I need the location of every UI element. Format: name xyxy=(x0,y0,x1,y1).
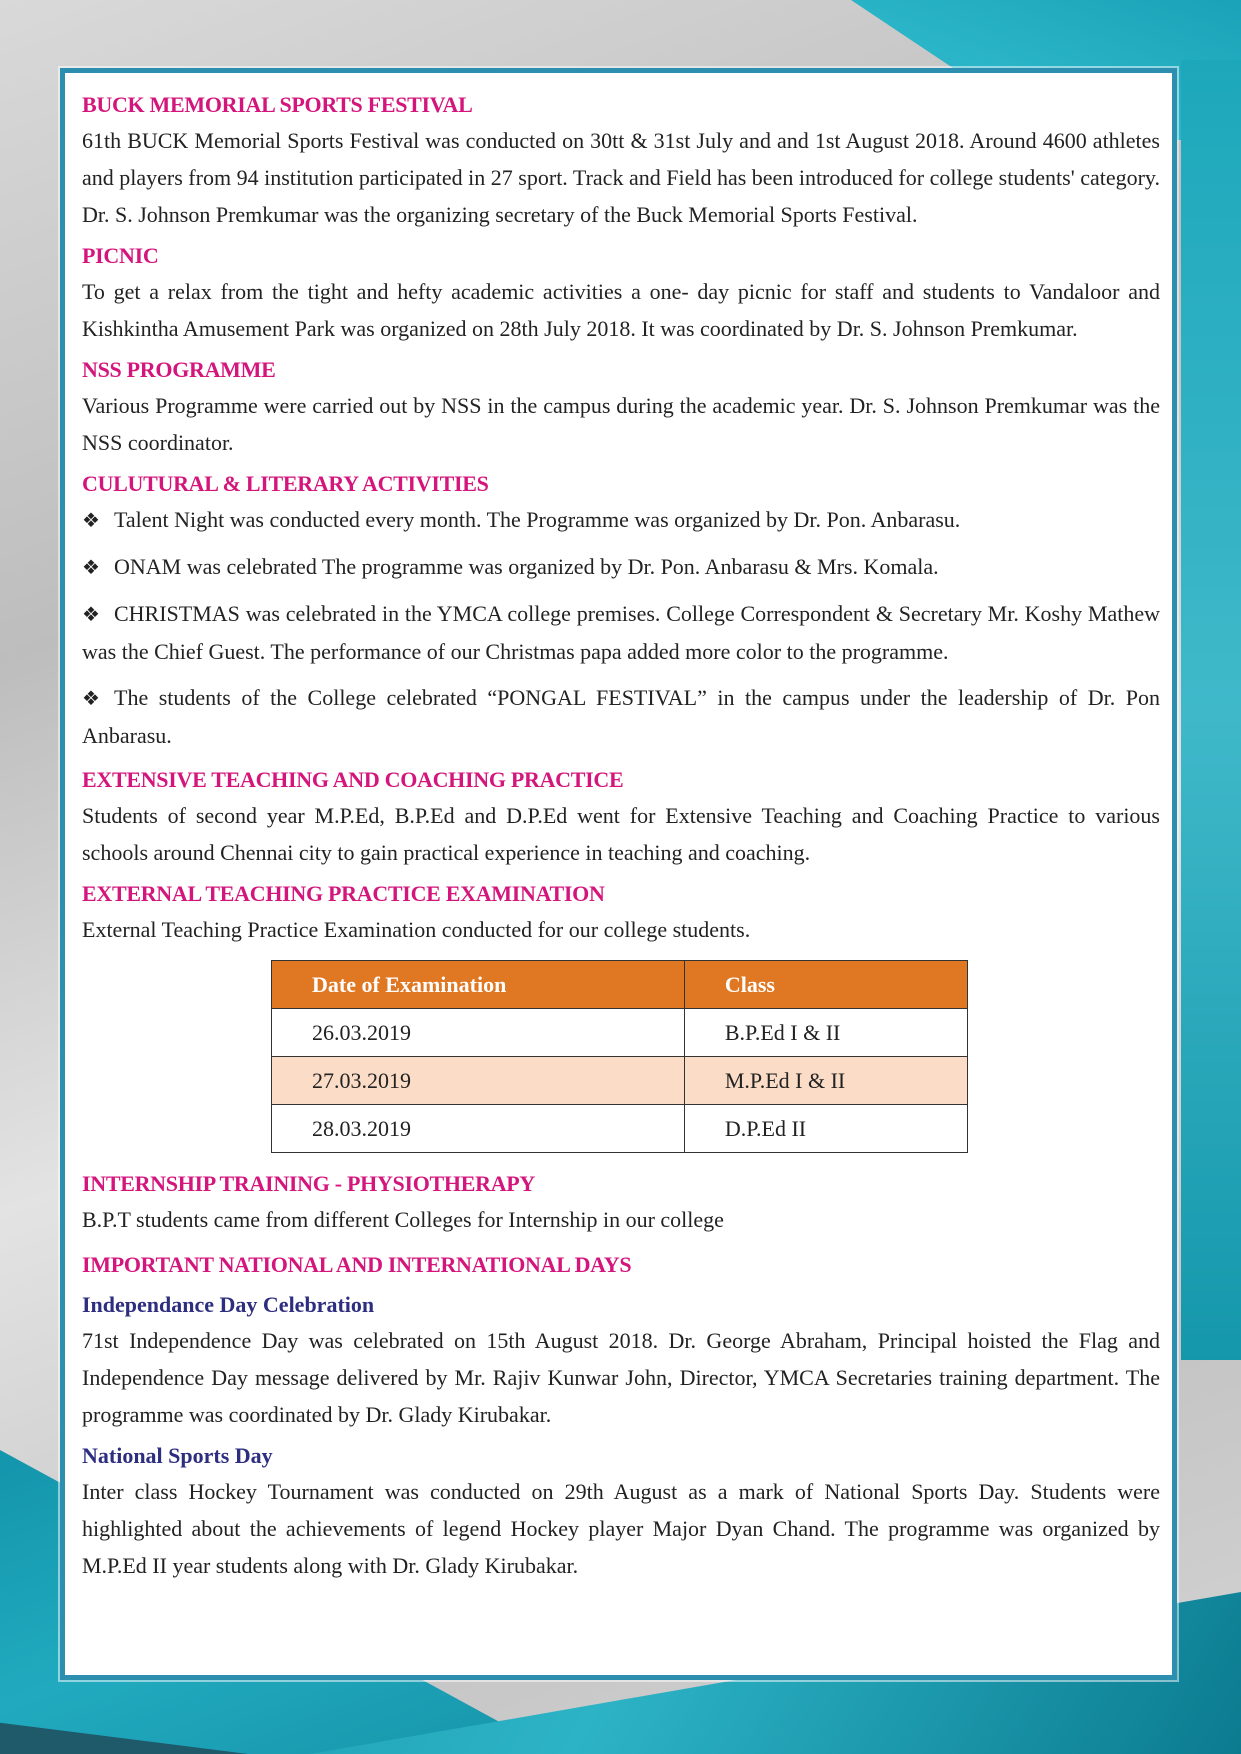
subheading-national-sports-day: National Sports Day xyxy=(82,1443,273,1468)
bullet-item xyxy=(82,679,1160,754)
paragraph-national-sports-day: Inter class Hockey Tournament was conducted on 29th August as a mark of National Sports Day. Students were highlighted about the achievements of legend Hockey player Major Dyan Chand. The programme was organized by M.P.Ed II year students along with Dr. Glady Kirubakar. xyxy=(82,1479,1160,1578)
bullet-item xyxy=(82,595,1160,670)
cell-date: 28.03.2019 xyxy=(272,1105,685,1153)
exam-table xyxy=(271,960,968,1153)
bullet-text: Talent Night was conducted every month. The Programme was organized by Dr. Pon. Anbarasu. xyxy=(114,507,961,532)
bullet-text: The students of the College celebrated “PONGAL FESTIVAL” in the campus under the leadership of Dr. Pon Anbarasu. xyxy=(82,685,1160,748)
heading-picnic: PICNIC xyxy=(82,243,159,268)
bullet-item xyxy=(82,501,1160,539)
diamond-bullet-icon: ❖ xyxy=(82,508,100,532)
diamond-bullet-icon: ❖ xyxy=(82,555,100,579)
paragraph-independence-day: 71st Independence Day was celebrated on 15th August 2018. Dr. George Abraham, Principal hoisted the Flag and Independence Day message delivered by Mr. Rajiv Kunwar John, Director, YMCA Secretaries training department. The programme was coordinated by Dr. Glady Kirubakar. xyxy=(82,1328,1160,1427)
heading-cultural: CULUTURAL & LITERARY ACTIVITIES xyxy=(82,471,489,496)
heading-buck-memorial: BUCK MEMORIAL SPORTS FESTIVAL xyxy=(82,92,473,117)
table-row xyxy=(272,1105,968,1153)
document-body xyxy=(82,88,1160,1584)
cell-class: D.P.Ed II xyxy=(684,1105,967,1153)
subheading-independence-day: Independance Day Celebration xyxy=(82,1292,375,1317)
heading-important-days: IMPORTANT NATIONAL AND INTERNATIONAL DAYS xyxy=(82,1252,632,1277)
cell-class: B.P.Ed I & II xyxy=(684,1009,967,1057)
paragraph-extensive-teaching: Students of second year M.P.Ed, B.P.Ed and D.P.Ed went for Extensive Teaching and Coaching Practice to various schools around Chennai city to gain practical experience in teaching and coaching. xyxy=(82,803,1160,865)
heading-internship: INTERNSHIP TRAINING - PHYSIOTHERAPY xyxy=(82,1171,536,1196)
bullet-text: ONAM was celebrated The programme was organized by Dr. Pon. Anbarasu & Mrs. Komala. xyxy=(114,554,939,579)
paragraph-nss: Various Programme were carried out by NSS in the campus during the academic year. Dr. S. Johnson Premkumar was the NSS coordinator. xyxy=(82,393,1160,455)
table-row xyxy=(272,1057,968,1105)
table-header-row xyxy=(272,961,968,1009)
column-header-class: Class xyxy=(684,961,967,1009)
cell-date: 27.03.2019 xyxy=(272,1057,685,1105)
paragraph-internship: B.P.T students came from different Colleges for Internship in our college xyxy=(82,1207,724,1232)
heading-nss: NSS PROGRAMME xyxy=(82,357,276,382)
diamond-bullet-icon: ❖ xyxy=(82,686,100,710)
cultural-bullet-list xyxy=(82,501,1160,754)
column-header-date: Date of Examination xyxy=(272,961,685,1009)
paragraph-buck-memorial: 61th BUCK Memorial Sports Festival was conducted on 30tt & 31st July and and 1st August 2018. Around 4600 athletes and players from 94 institution participated in 27 sport. Track and Field has been introduced for college students' category. Dr. S. Johnson Premkumar was the organizing secretary of the Buck Memorial Sports Festival. xyxy=(82,128,1160,227)
paragraph-picnic: To get a relax from the tight and hefty academic activities a one- day picnic for staff and students to Vandaloor and Kishkintha Amusement Park was organized on 28th July 2018. It was coordinated by Dr. S. Johnson Premkumar. xyxy=(82,279,1160,341)
paragraph-external-exam: External Teaching Practice Examination conducted for our college students. xyxy=(82,917,751,942)
cell-date: 26.03.2019 xyxy=(272,1009,685,1057)
decorative-band-right xyxy=(1181,60,1241,1360)
bullet-item xyxy=(82,548,1160,586)
heading-extensive-teaching: EXTENSIVE TEACHING AND COACHING PRACTICE xyxy=(82,767,624,792)
bullet-text: CHRISTMAS was celebrated in the YMCA college premises. College Correspondent & Secretary Mr. Koshy Mathew was the Chief Guest. The performance of our Christmas papa added more color to the programme. xyxy=(82,601,1160,664)
cell-class: M.P.Ed I & II xyxy=(684,1057,967,1105)
table-row xyxy=(272,1009,968,1057)
diamond-bullet-icon: ❖ xyxy=(82,602,100,626)
heading-external-exam: EXTERNAL TEACHING PRACTICE EXAMINATION xyxy=(82,881,605,906)
